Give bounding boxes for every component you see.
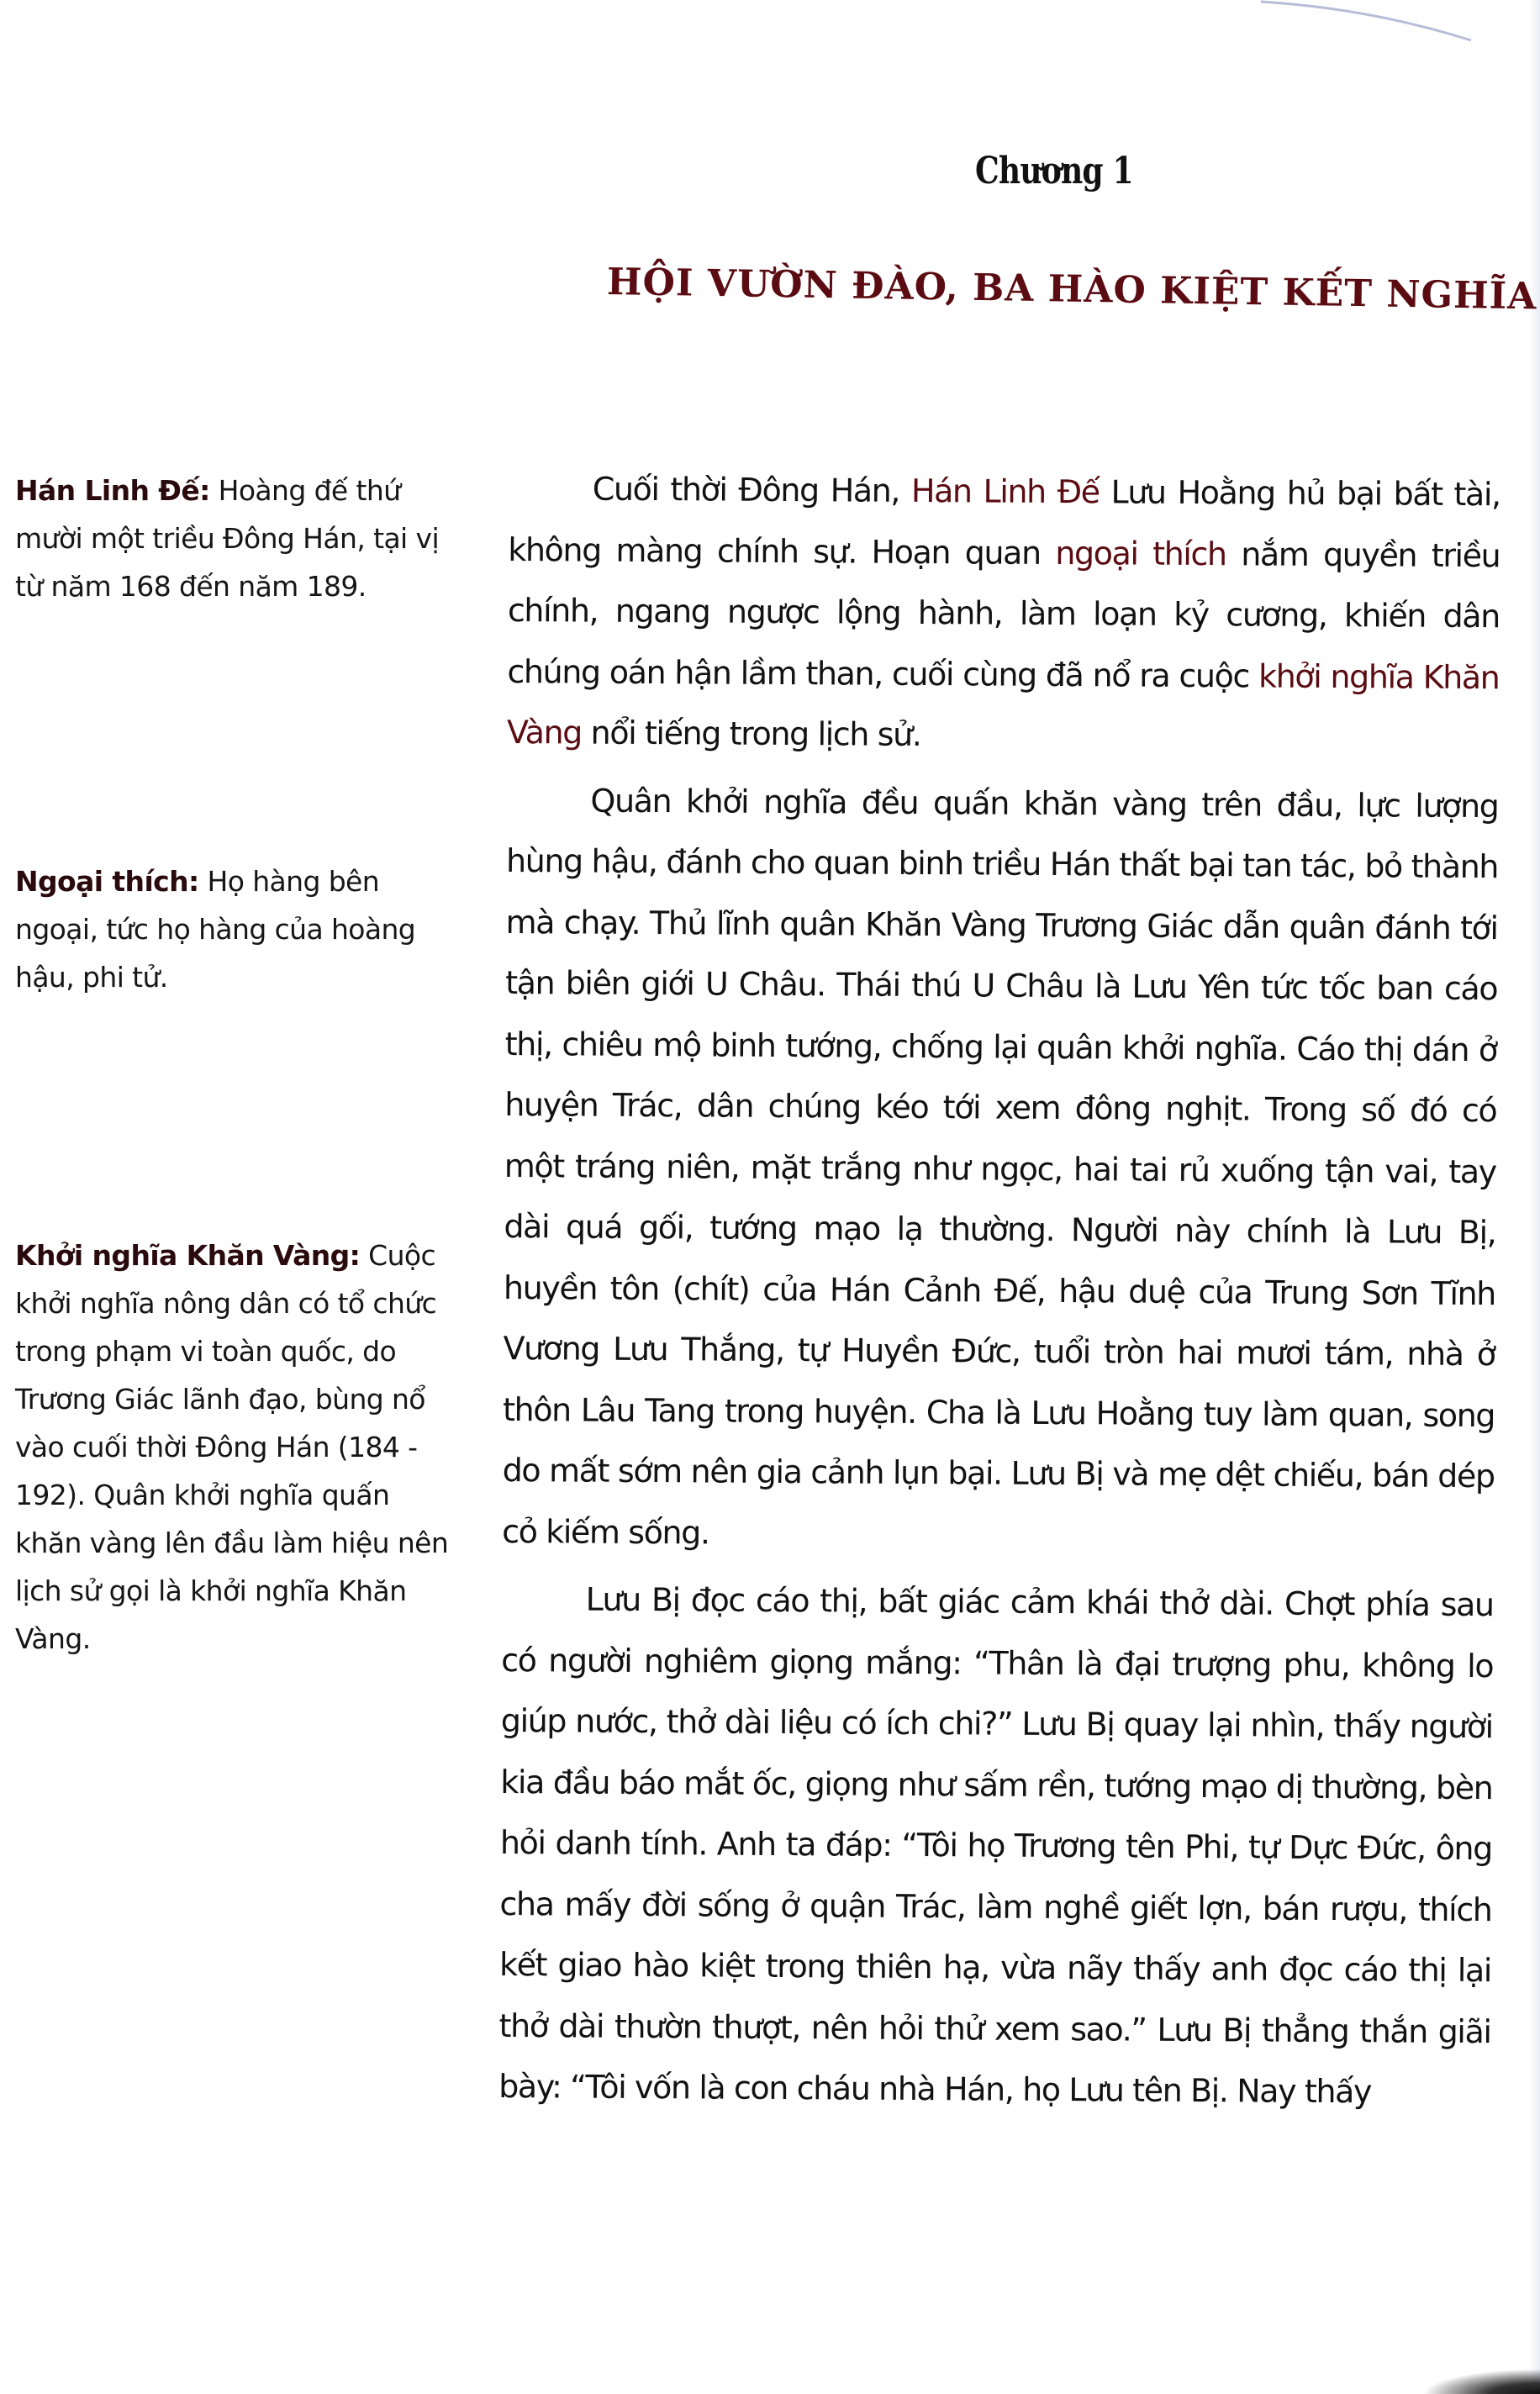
page-corner-shadow [1422,2369,1540,2394]
note-term: Khởi nghĩa Khăn Vàng: [15,1239,361,1272]
main-body-text [498,458,1500,2130]
highlighted-term-han-linh-de: Hán Linh Đế [910,472,1100,511]
paragraph-2: Quân khởi nghĩa đều quấn khăn vàng trên đầu, lực lượng hùng hậu, đánh cho quan binh triều Hán thất bại tan tác, bỏ thành mà chạy. Thủ lĩnh quân Khăn Vàng Trương Giác dẫn quân đánh tới tận biên giới U Châu. Thái thú U Châu là Lưu Yên tức tốc ban cáo thị, chiêu mộ binh tướng, chống lại quân khởi nghĩa. Cáo thị dán ở huyện Trác, dân chúng kéo tới xem đông nghịt. Trong số đó có một tráng niên, mặt trắng như ngọc, hai tai rủ xuống tận vai, tay dài quá gối, tướng mạo lạ thường. Người này chính là Lưu Bị, huyền tôn (chít) của Hán Cảnh Đế, hậu duệ của Trung Sơn Tĩnh Vương Lưu Thắng, tự Huyền Đức, tuổi tròn hai mươi tám, nhà ở thôn Lâu Tang trong huyện. Cha là Lưu Hoằng tuy làm quan, song do mất sớm nên gia cảnh lụn bại. Lưu Bị và mẹ dệt chiếu, bán dép cỏ kiếm sống. [502,782,1499,1551]
note-text: Hoàng đế thứ mười một triều Đông Hán, tại vị từ năm 168 đến năm 189. [15,474,440,603]
chapter-label: Chương 1 [975,150,1133,192]
text-run: nổi tiếng trong lịch sử. [581,714,921,754]
sidebar-note-han-linh-de [15,467,452,610]
note-text: Họ hàng bên ngoại, tức họ hàng của hoàng hậu, phi tử. [15,865,416,994]
paragraph-1 [507,458,1500,769]
note-text: Cuộc khởi nghĩa nông dân có tổ chức trong phạm vi toàn quốc, do Trương Giác lãnh đạo, bùng nổ vào cuối thời Đông Hán (184 - 192). Quân khởi nghĩa quấn khăn vàng lên đầu làm hiệu nên lịch sử gọi là khởi nghĩa Khăn Vàng. [15,1239,449,1655]
page-curl-line [1244,0,1496,50]
highlighted-term-khoi-nghia-khan-vang: khởi nghĩa Khăn Vàng [506,657,1500,751]
sidebar-note-khoi-nghia-khan-vang [15,1231,452,1663]
text-run: Lưu Hoằng hủ bại bất tài, không màng chính sự. Hoạn quan [508,473,1500,572]
page-edge [1530,0,1540,2394]
chapter-title: HỘI VƯỜN ĐÀO, BA HÀO KIỆT KẾT NGHĨA [606,261,1537,319]
paragraph-3: Lưu Bị đọc cáo thị, bất giác cảm khái thở dài. Chợt phía sau có người nghiêm giọng mắng: “Thân là đại trượng phu, không lo giúp nước, thở dài liệu có ích chi?” Lưu Bị quay lại nhìn, thấy người kia đầu báo mắt ốc, giọng như sấm rền, tướng mạo dị thường, bèn hỏi danh tính. Anh ta đáp: “Tôi họ Trương tên Phi, tự Dực Đức, ông cha mấy đời sống ở quận Trác, làm nghề giết lợn, bán rượu, thích kết giao hào kiệt trong thiên hạ, vừa nãy thấy anh đọc cáo thị lại thở dài thườn thượt, nên hỏi thử xem sao.” Lưu Bị thẳng thắn giãi bày: “Tôi vốn là con cháu nhà Hán, họ Lưu tên Bị. Nay thấy [498,1580,1494,2111]
text-run: Cuối thời Đông Hán, [592,470,912,509]
sidebar-note-ngoai-thich [15,857,452,1001]
note-term: Hán Linh Đế: [15,474,210,507]
highlighted-term-ngoai-thich: ngoại thích [1055,534,1226,572]
note-term: Ngoại thích: [15,865,199,898]
text-run: nắm quyền triều chính, ngang ngược lộng hành, làm loạn kỷ cương, khiến dân chúng oán hận lầm than, cuối cùng đã nổ ra cuộc [507,535,1500,694]
